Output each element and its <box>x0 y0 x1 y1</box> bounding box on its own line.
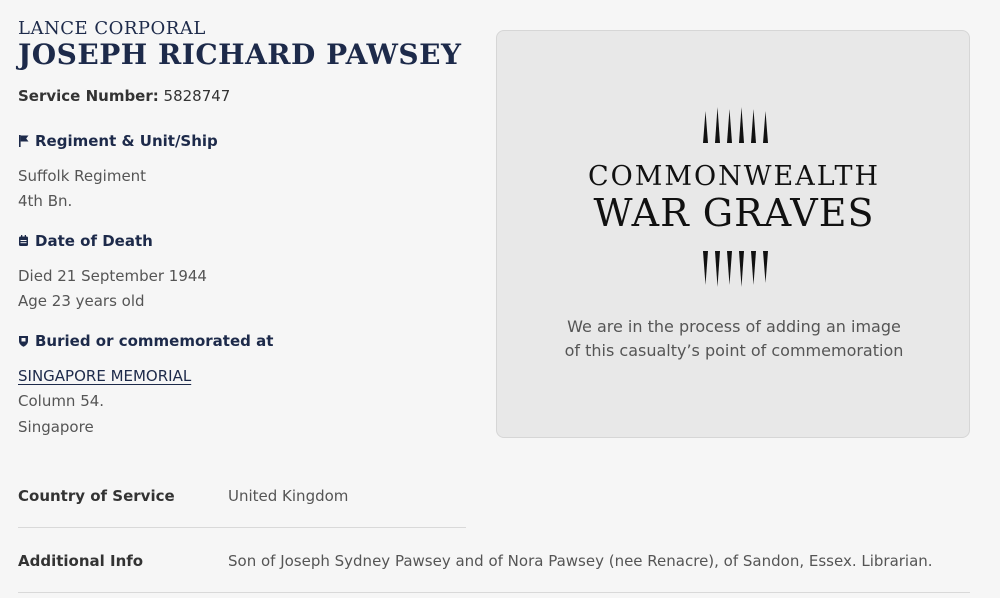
memorial-link[interactable]: SINGAPORE MEMORIAL <box>18 367 192 385</box>
date-of-death: Died 21 September 1944 <box>18 267 207 285</box>
flag-icon <box>18 135 29 147</box>
additional-info-value: Son of Joseph Sydney Pawsey and of Nora Pawsey (nee Renacre), of Sandon, Essex. Librarian. <box>228 552 933 570</box>
country-of-service-label: Country of Service <box>18 487 175 505</box>
additional-info-label: Additional Info <box>18 552 144 570</box>
image-pending-message-line1: We are in the process of adding an image <box>567 317 901 336</box>
death-heading <box>18 232 153 250</box>
regiment-heading <box>18 132 218 150</box>
buried-heading <box>18 332 273 350</box>
memorial-country: Singapore <box>18 418 94 436</box>
image-pending-message-line2: of this casualty’s point of commemoration <box>564 341 904 360</box>
casualty-rank: LANCE CORPORAL <box>18 18 206 39</box>
buried-heading-text: Buried or commemorated at <box>35 332 274 350</box>
cwg-logo-line2: WAR GRAVES <box>593 191 875 235</box>
service-number-value: 5828747 <box>163 87 231 105</box>
cwg-logo-line1: COMMONWEALTH <box>587 161 881 192</box>
death-heading-text: Date of Death <box>35 232 153 250</box>
regiment-name: Suffolk Regiment <box>18 167 147 185</box>
commemoration-image-card <box>496 30 970 438</box>
country-of-service-value: United Kingdom <box>228 487 349 505</box>
image-pending-message <box>497 315 971 363</box>
memorial-column: Column 54. <box>18 392 105 410</box>
divider <box>18 592 970 593</box>
unit-name: 4th Bn. <box>18 192 73 210</box>
service-number <box>18 87 230 105</box>
age-at-death: Age 23 years old <box>18 292 145 310</box>
casualty-name: JOSEPH RICHARD PAWSEY <box>18 38 462 71</box>
divider <box>18 527 466 528</box>
shield-icon <box>18 335 29 347</box>
calendar-icon <box>18 235 29 247</box>
cwg-logo-icon <box>497 31 971 439</box>
regiment-heading-text: Regiment & Unit/Ship <box>35 132 218 150</box>
service-number-label: Service Number: <box>18 87 159 105</box>
